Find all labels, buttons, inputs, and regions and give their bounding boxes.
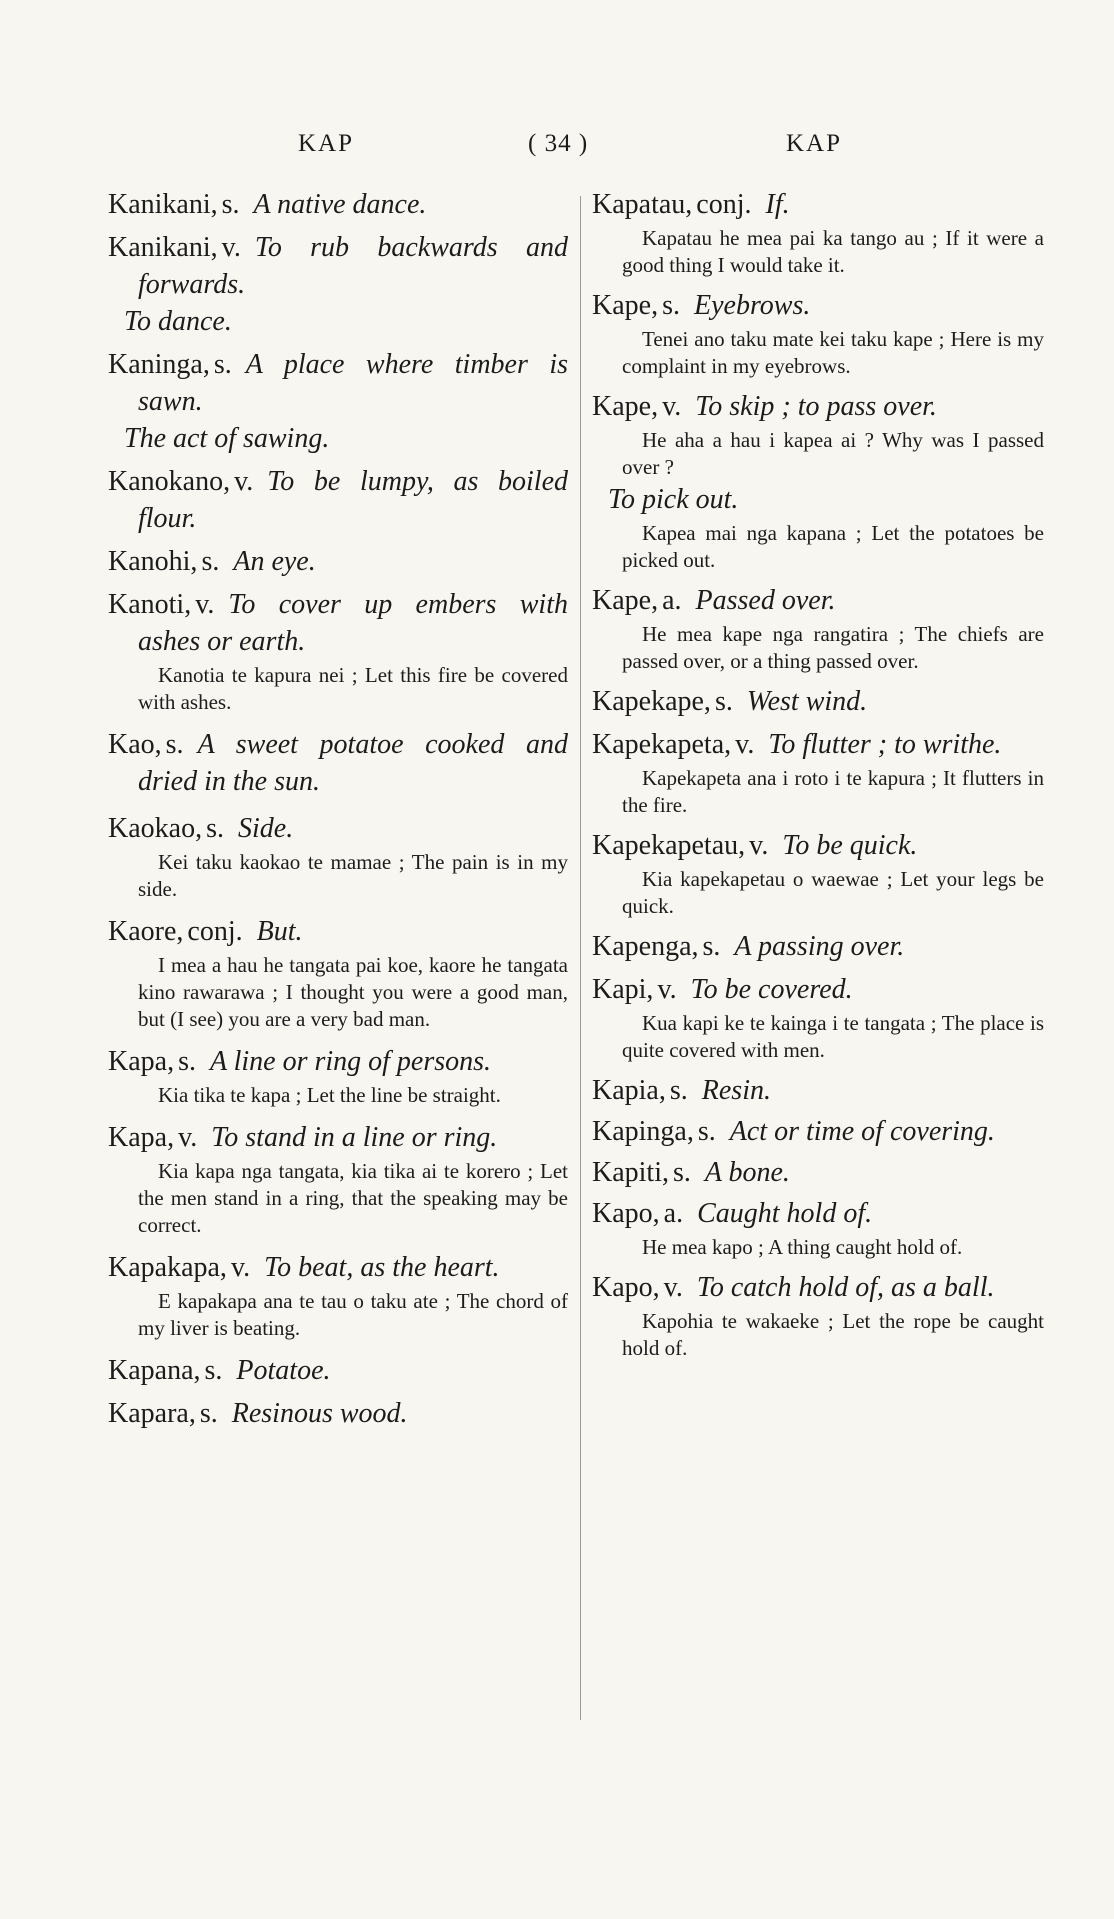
entry-headline [108, 186, 568, 223]
headword: Kapana, [108, 1355, 201, 1386]
usage-example: Kia tika te kapa ; Let the line be straight. [158, 1083, 501, 1107]
usage-example: He mea kapo ; A thing caught hold of. [642, 1235, 963, 1259]
definition: West wind. [746, 686, 868, 717]
headword: Kapakapa, [108, 1252, 227, 1283]
definition: Act or time of covering. [729, 1116, 995, 1147]
definition: To skip ; to pass over. [695, 391, 937, 422]
definition: Potatoe. [236, 1355, 331, 1386]
dictionary-entry [108, 586, 568, 716]
definition: An eye. [233, 546, 316, 577]
part-of-speech: s. [714, 686, 733, 717]
dictionary-entry [108, 810, 568, 903]
part-of-speech: s. [199, 1398, 218, 1429]
headword: Kapa, [108, 1046, 175, 1077]
running-head [0, 130, 1114, 166]
entry-headline [108, 543, 568, 580]
entry-headline [108, 1395, 568, 1432]
dictionary-entry [592, 582, 1044, 675]
left-column [108, 186, 568, 1432]
definition: A place where timber is sawn. [138, 349, 568, 417]
dictionary-entry [592, 726, 1044, 819]
definition: A sweet potatoe cooked and dried in the sun. [138, 729, 568, 797]
part-of-speech: v. [234, 466, 254, 497]
part-of-speech: s. [669, 1075, 688, 1106]
definition: Caught hold of. [697, 1198, 873, 1229]
dictionary-entry [108, 463, 568, 537]
entry-headline [592, 186, 1044, 223]
part-of-speech: v. [221, 232, 241, 263]
headword: Kapinga, [592, 1116, 694, 1147]
entry-headline [108, 1352, 568, 1389]
headword: Kapekapeta, [592, 729, 732, 760]
definition: To catch hold of, as a ball. [696, 1272, 995, 1303]
headword: Kanikani, [108, 232, 218, 263]
entry-headline [592, 287, 1044, 324]
entry-headline [592, 1195, 1044, 1232]
part-of-speech: v. [230, 1252, 251, 1283]
usage-example: Kua kapi ke te kainga i te tangata ; The place is quite covered with men. [622, 1011, 1044, 1062]
dictionary-entry [592, 388, 1044, 574]
part-of-speech: conj. [187, 916, 243, 947]
right-column [592, 186, 1044, 1362]
definition: Passed over. [695, 585, 836, 616]
headword: Kaokao, [108, 813, 203, 844]
part-of-speech: v. [195, 589, 215, 620]
entry-headline [108, 1043, 568, 1080]
headword: Kanokano, [108, 466, 231, 497]
part-of-speech: s. [702, 931, 721, 962]
headword: Kapo, [592, 1272, 660, 1303]
dictionary-entry [592, 287, 1044, 380]
definition: To rub backwards and forwards. [138, 232, 568, 300]
headword: Kapara, [108, 1398, 196, 1429]
part-of-speech: s. [662, 290, 680, 321]
dictionary-entry [108, 1043, 568, 1109]
entry-headline [592, 582, 1044, 619]
part-of-speech: s. [206, 813, 224, 844]
dictionary-entry [108, 346, 568, 457]
entry-headline [592, 928, 1044, 965]
dictionary-entry [108, 1249, 568, 1342]
definition: To stand in a line or ring. [211, 1122, 498, 1153]
part-of-speech: s. [221, 189, 240, 220]
headword: Kaninga, [108, 349, 210, 380]
headword: Kapenga, [592, 931, 699, 962]
part-of-speech: s. [204, 1355, 223, 1386]
headword: Kao, [108, 729, 162, 760]
part-of-speech: a. [662, 585, 682, 616]
dictionary-entry [108, 1395, 568, 1432]
headword: Kapekape, [592, 686, 711, 717]
dictionary-entry [592, 1269, 1044, 1362]
headword: Kanikani, [108, 189, 218, 220]
definition: A passing over. [734, 931, 905, 962]
entry-headline [592, 827, 1044, 864]
usage-example: Kapea mai nga kapana ; Let the potatoes be picked out. [622, 521, 1044, 572]
usage-example: Kia kapa nga tangata, kia tika ai te korero ; Let the men stand in a ring, that the speaking may be correct. [138, 1159, 568, 1237]
definition: But. [256, 916, 303, 947]
entry-headline [108, 586, 568, 660]
entry-headline [592, 971, 1044, 1008]
headword: Kanoti, [108, 589, 192, 620]
usage-example: Kapatau he mea pai ka tango au ; If it were a good thing I would take it. [622, 226, 1044, 277]
part-of-speech: a. [663, 1198, 684, 1229]
part-of-speech: v. [663, 1272, 683, 1303]
running-head-left: KAP [298, 130, 355, 157]
dictionary-entry [108, 543, 568, 580]
part-of-speech: s. [201, 546, 220, 577]
dictionary-entry [108, 726, 568, 800]
entry-headline [592, 1072, 1044, 1109]
column-divider [580, 196, 581, 1720]
usage-example: Kei taku kaokao te mamae ; The pain is in my side. [138, 850, 568, 901]
usage-example: He mea kape nga rangatira ; The chiefs are passed over, or a thing passed over. [622, 622, 1044, 673]
entry-headline [108, 726, 568, 800]
definition: To beat, as the heart. [264, 1252, 500, 1283]
dictionary-entry [108, 229, 568, 340]
usage-example: Kanotia te kapura nei ; Let this fire be covered with ashes. [138, 663, 568, 714]
dictionary-entry [592, 1154, 1044, 1191]
dictionary-entry [108, 913, 568, 1033]
headword: Kapia, [592, 1075, 666, 1106]
usage-example: Tenei ano taku mate kei taku kape ; Here is my complaint in my eyebrows. [622, 327, 1044, 378]
headword: Kape, [592, 290, 659, 321]
dictionary-entry [592, 1113, 1044, 1150]
part-of-speech: s. [213, 349, 232, 380]
dictionary-entry [108, 186, 568, 223]
definition: If. [765, 189, 790, 220]
definition: Resin. [701, 1075, 771, 1106]
dictionary-entry [592, 928, 1044, 965]
usage-example: Kia kapekapetau o waewae ; Let your legs be quick. [622, 867, 1044, 918]
part-of-speech: s. [697, 1116, 716, 1147]
definition: A bone. [704, 1157, 790, 1188]
headword: Kaore, [108, 916, 184, 947]
part-of-speech: v. [657, 974, 677, 1005]
definition: A native dance. [253, 189, 427, 220]
dictionary-entry [108, 1119, 568, 1239]
secondary-sense: To pick out. [608, 484, 739, 515]
part-of-speech: s. [165, 729, 184, 760]
definition: To cover up embers with ashes or earth. [138, 589, 568, 657]
headword: Kapiti, [592, 1157, 669, 1188]
dictionary-entry [108, 1352, 568, 1389]
definition: Eyebrows. [693, 290, 811, 321]
secondary-sense: To dance. [124, 306, 232, 337]
entry-headline [108, 229, 568, 303]
usage-example: He aha a hau i kapea ai ? Why was I passed over ? [622, 428, 1044, 479]
entry-headline [108, 913, 568, 950]
entry-headline [592, 388, 1044, 425]
definition: Side. [237, 813, 294, 844]
dictionary-entry [592, 186, 1044, 279]
entry-headline [592, 1269, 1044, 1306]
usage-example: I mea a hau he tangata pai koe, kaore he tangata kino rawarawa ; I thought you were a good man, but (I see) you are a very bad man. [138, 953, 568, 1031]
page-number: ( 34 ) [528, 130, 589, 157]
usage-example: E kapakapa ana te tau o taku ate ; The chord of my liver is beating. [138, 1289, 568, 1340]
definition: To be quick. [782, 830, 918, 861]
entry-headline [592, 1154, 1044, 1191]
headword: Kapekapetau, [592, 830, 746, 861]
entry-headline [592, 726, 1044, 763]
definition: Resinous wood. [231, 1398, 408, 1429]
entry-headline [108, 810, 568, 847]
headword: Kapatau, [592, 189, 693, 220]
part-of-speech: v. [178, 1122, 198, 1153]
definition: To be covered. [690, 974, 853, 1005]
headword: Kanohi, [108, 546, 198, 577]
entry-headline [108, 1249, 568, 1286]
entry-headline [108, 1119, 568, 1156]
definition: To flutter ; to writhe. [768, 729, 1002, 760]
part-of-speech: s. [178, 1046, 196, 1077]
entry-headline [592, 1113, 1044, 1150]
entry-headline [108, 346, 568, 420]
part-of-speech: conj. [696, 189, 752, 220]
headword: Kape, [592, 585, 659, 616]
dictionary-entry [592, 1072, 1044, 1109]
part-of-speech: s. [673, 1157, 691, 1188]
definition: To be lumpy, as boiled flour. [138, 466, 568, 534]
dictionary-entry [592, 1195, 1044, 1261]
secondary-sense: The act of sawing. [124, 423, 330, 454]
definition: A line or ring of persons. [209, 1046, 492, 1077]
dictionary-entry [592, 683, 1044, 720]
usage-example: Kapohia te wakaeke ; Let the rope be caught hold of. [622, 1309, 1044, 1360]
running-head-right: KAP [786, 130, 843, 157]
headword: Kape, [592, 391, 659, 422]
headword: Kapo, [592, 1198, 660, 1229]
part-of-speech: v. [662, 391, 682, 422]
entry-headline [108, 463, 568, 537]
headword: Kapa, [108, 1122, 175, 1153]
headword: Kapi, [592, 974, 654, 1005]
entry-headline [592, 683, 1044, 720]
part-of-speech: v. [735, 729, 755, 760]
dictionary-entry [592, 827, 1044, 920]
part-of-speech: v. [749, 830, 769, 861]
usage-example: Kapekapeta ana i roto i te kapura ; It flutters in the fire. [622, 766, 1044, 817]
dictionary-entry [592, 971, 1044, 1064]
